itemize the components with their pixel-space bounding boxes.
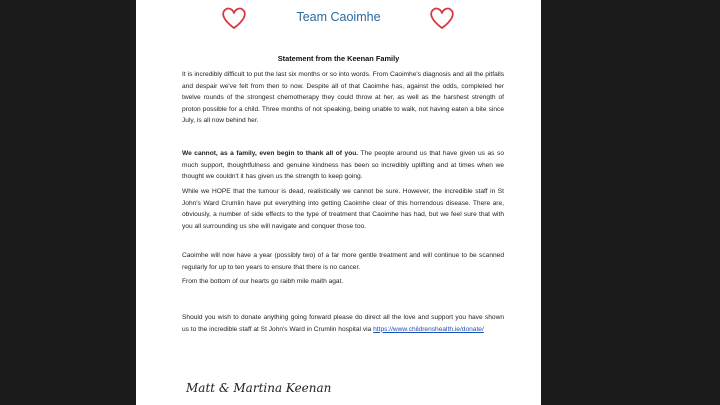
heart-icon: [429, 6, 455, 30]
document-page: [136, 0, 541, 405]
paragraph-treatment: Caoimhe will now have a year (possibly two) of a far more gentle treatment and will continue to be scanned regularly for up to ten years to ensure that there is no cancer.: [182, 252, 504, 271]
paragraph-donate: [182, 312, 504, 335]
left-background-bar: [0, 0, 136, 405]
signature: Matt & Martina Keenan: [186, 381, 332, 395]
donate-text: Should you wish to donate anything going forward please do direct all the love and support you have shown us to the incredible staff at St John's Ward in Crumlin hospital via: [182, 314, 504, 333]
statement-title: Statement from the Keenan Family: [277, 54, 400, 63]
paragraph-hope: While we HOPE that the tumour is dead, realistically we cannot be sure. However, the incredible staff in St John's Ward Crumlin have put everything into getting Caoimhe clear of this horrendous disease. There are, obviously, a number of side effects to the type of treatment that Caoimhe has had, but we feel sure that with you all surrounding us she will navigate and conquer those too.: [182, 188, 504, 230]
paragraph-thanks: [182, 148, 504, 183]
right-background-bar: [541, 0, 720, 405]
paragraph-diagnosis: It is incredibly difficult to put the last six months or so into words. From Caoimhe's diagnosis and all the pitfalls and despair we've felt from then to now. Despite all of that Caoimhe has, against the odds, completed her twelve rounds of the strongest chemotherapy they could throw at her, as well as the harshest strength of proton possible for a child. Three months of not speaking, being unable to walk, not having eaten a bite since July, is all now behind her.: [182, 71, 504, 125]
thanks-text: The people around us that have given us as so much support, thoughtfulness and genuine kindness has been so incredibly uplifting and at times when we thought we couldn't it has given us the strength to keep going.: [182, 150, 504, 181]
page-title: Team Caoimhe: [296, 10, 381, 24]
paragraph-gratitude: From the bottom of our hearts go raibh mile maith agat.: [182, 278, 344, 285]
thanks-bold-text: We cannot, as a family, even begin to thank all of you.: [182, 150, 359, 157]
donate-link[interactable]: https://www.childrenshealth.ie/donate/: [373, 325, 484, 333]
